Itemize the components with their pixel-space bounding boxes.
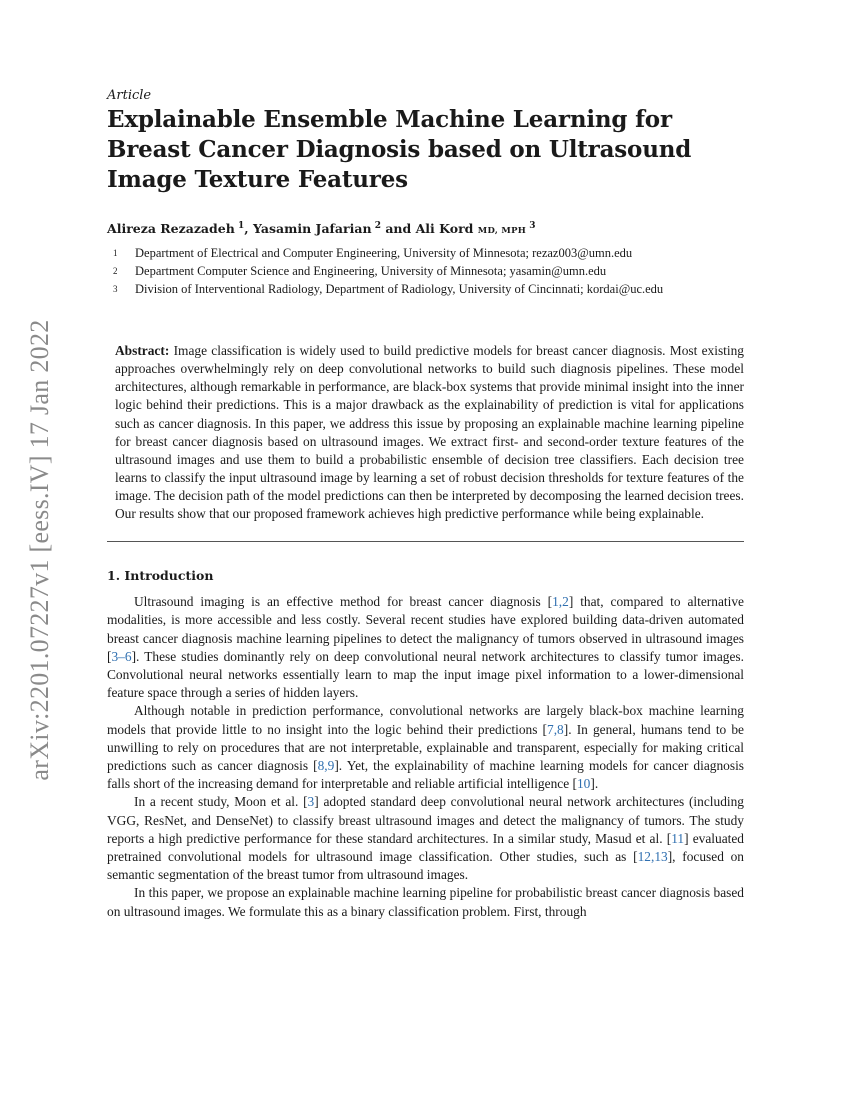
citation-link[interactable]: 3–6 (111, 648, 132, 664)
paragraph-text: In this paper, we propose an explainable machine learning pipeline for probabilistic breast cancer diagnosis based on ultrasound images. We formulate this as a binary classification problem. First, through (107, 885, 744, 919)
affiliation-item (107, 262, 744, 280)
citation-link[interactable]: 1,2 (552, 594, 569, 610)
author-degree: MD, MPH (477, 226, 527, 237)
paragraph-text: Although notable in prediction performance, convolutional networks are largely black-box machine learning models that provide little to no insight into the logic behind their predictions [ (107, 703, 744, 737)
paragraph-text: ] evaluated pretrained convolutional models for ultrasound image classification. Other studies, such as [ (107, 830, 745, 864)
citation-link[interactable]: 12,13 (637, 848, 668, 864)
section-body (107, 593, 744, 921)
author-affiliation-marker: 1 (234, 221, 245, 231)
paragraph-text: ]. In general, humans tend to be unwilling to rely on procedures that are not interpretable, explainable and transparent, especially for making critical predictions such as cancer diagnosis [ (107, 721, 744, 773)
body-paragraph (107, 702, 744, 793)
paragraph-text: Ultrasound imaging is an effective method for breast cancer diagnosis [ (134, 594, 553, 610)
affiliation-text: Department Computer Science and Engineering, University of Minnesota; yasamin@umn.edu (135, 264, 607, 279)
abstract-text: Image classification is widely used to build predictive models for breast cancer diagnosis. Most existing approaches overwhelmingly rely on deep convolutional networks to build such diagnosis pipelines. These model architectures, although remarkable in performance, are black-box systems that provide minimal insight into the inner logic behind their predictions. This is a major drawback as the explainability of prediction is vital for applications such as cancer diagnosis. In this paper, we address this issue by proposing an explainable machine learning pipeline for breast cancer diagnosis based on ultrasound images. We extract first- and second-order texture features of the ultrasound images and use them to build a probabilistic ensemble of decision tree classifiers. Each decision tree learns to classify the input ultrasound image by learning a set of robust decision thresholds for texture features of the image. The decision path of the model predictions can then be interpreted by decomposing the learned decision trees. Our results show that our proposed framework achieves high predictive performance while being explainable. (115, 343, 744, 521)
paragraph-text: ]. These studies dominantly rely on deep convolutional neural network architectures to classify tumor images. Convolutional neural networks essentially learn to map the input image pixel information to a lower-dimensional feature space through a series of hidden layers. (107, 648, 744, 701)
affiliation-number: 3 (113, 284, 118, 295)
arxiv-sidebar (22, 300, 58, 800)
paper-page (107, 88, 744, 921)
paragraph-text: ] adopted standard deep convolutional neural network architectures (including VGG, ResNet, and DenseNet) to classify breast ultrasound images and detect the malignancy of tumors. The study reports a high predictive performance for these standard architectures. In a similar study, Masud et al. [ (107, 794, 744, 846)
section-heading: 1. Introduction (107, 568, 214, 584)
affiliation-text: Department of Electrical and Computer Engineering, University of Minnesota; rezaz003@umn.edu (135, 246, 633, 261)
citation-link[interactable]: 7,8 (547, 721, 564, 737)
affiliation-text: Division of Interventional Radiology, Department of Radiology, University of Cincinnati; kordai@uc.edu (135, 282, 664, 297)
body-paragraph (107, 593, 744, 702)
author-affiliation-marker: 2 (371, 221, 381, 231)
citation-link[interactable]: 10 (576, 776, 591, 792)
author-affiliation-marker: 3 (526, 221, 536, 231)
affiliation-number: 1 (113, 248, 118, 259)
affiliation-list (107, 244, 744, 298)
paragraph-text: ]. Yet, the explainability of machine learning models for cancer diagnosis falls short of the increasing demand for interpretable and reliable artificial intelligence [ (107, 757, 744, 792)
citation-link[interactable]: 11 (671, 830, 685, 846)
paper-title: Explainable Ensemble Machine Learning for Breast Cancer Diagnosis based on Ultrasound Image Texture Features (107, 106, 692, 193)
arxiv-identifier: arXiv:2201.07227v1 [eess.IV] 17 Jan 2022 (25, 319, 54, 781)
article-type-label: Article (107, 88, 152, 103)
affiliation-number: 2 (113, 266, 118, 277)
section-divider (107, 541, 744, 542)
body-paragraph (107, 884, 744, 920)
paragraph-text: ], focused on semantic segmentation of the breast tumor from ultrasound images. (107, 848, 744, 883)
affiliation-item (107, 280, 744, 298)
author-name: Ali Kord (415, 221, 474, 237)
body-paragraph (107, 793, 744, 884)
paragraph-text: In a recent study, Moon et al. [ (134, 794, 308, 810)
abstract-label: Abstract: (115, 343, 170, 359)
citation-link[interactable]: 8,9 (317, 757, 335, 773)
author-list: Alireza Rezazadeh $^1$, Yasamin Jafarian $^2$ and Ali Kord MD, MPH $^3$ (107, 221, 536, 237)
author-name: Alireza Rezazadeh (107, 221, 235, 237)
abstract (115, 342, 744, 523)
citation-link[interactable]: 3 (307, 794, 315, 810)
paragraph-text: ] that, compared to alternative modalities, is more accessible and less costly. Several recent studies have explored building data-driven automated breast cancer diagnosis machine learning pipelines to detect the malignancy of tumors observed in ultrasound images [ (107, 594, 744, 664)
author-name: Yasamin Jafarian (252, 221, 372, 237)
paragraph-text: ]. (590, 776, 599, 792)
affiliation-item (107, 244, 744, 262)
